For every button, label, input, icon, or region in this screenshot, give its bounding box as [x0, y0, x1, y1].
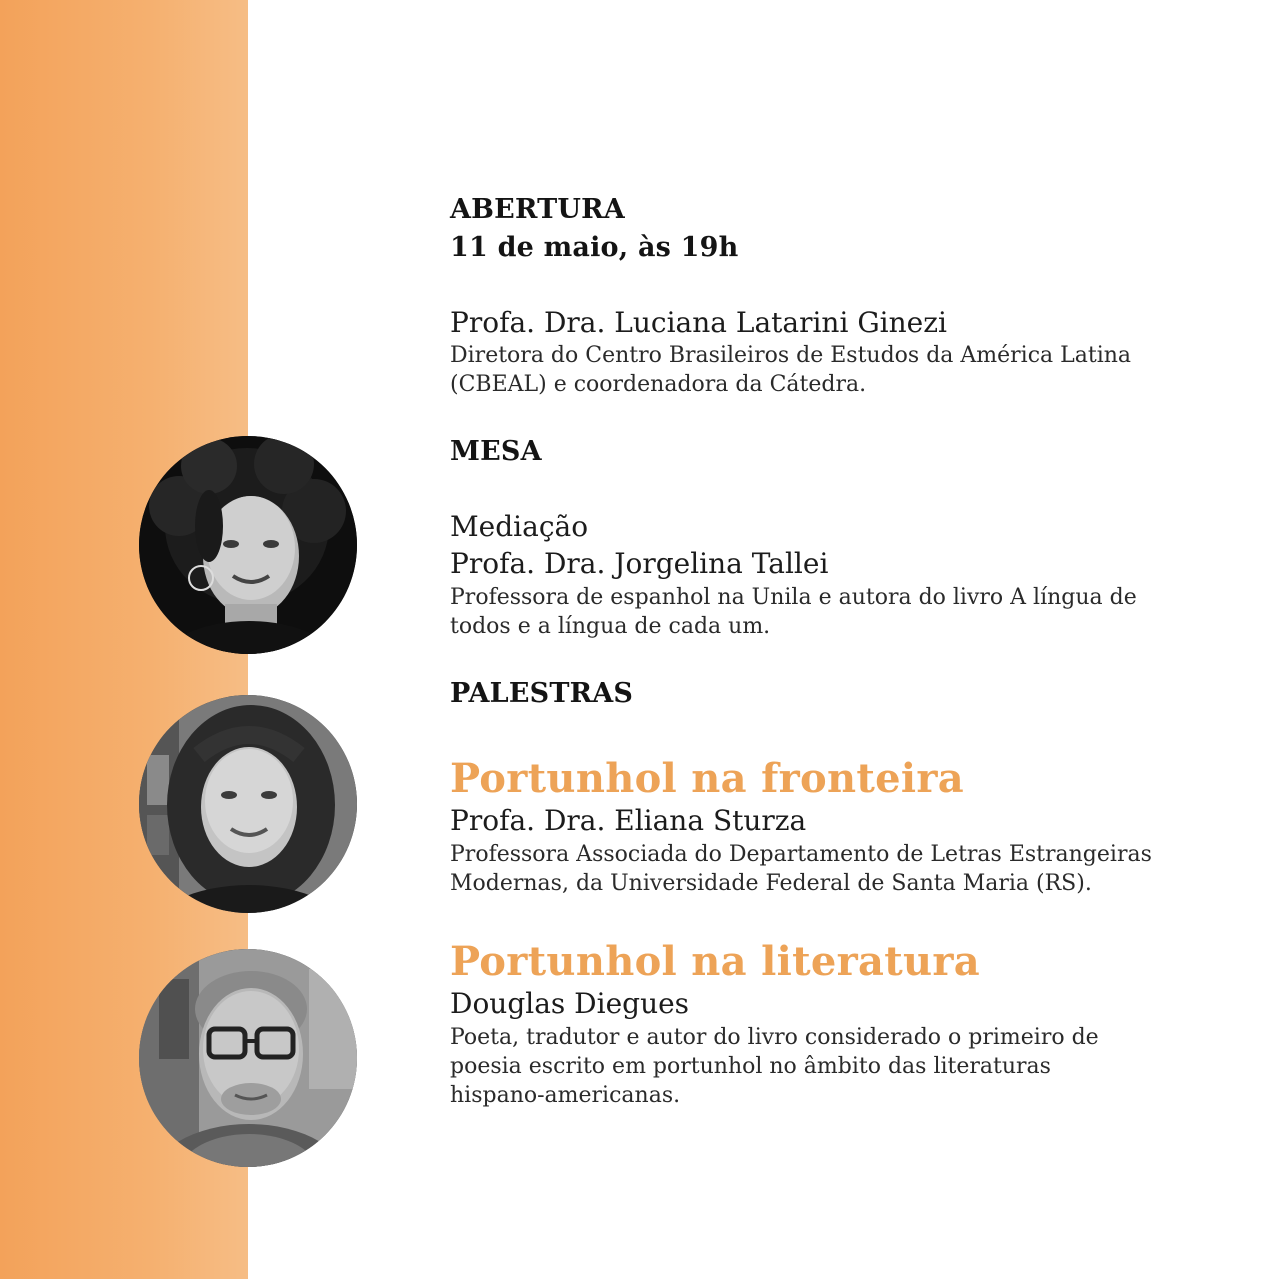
desc-line: (CBEAL) e coordenadora da Cátedra.: [450, 372, 867, 397]
desc-line: hispano-americanas.: [450, 1083, 681, 1108]
mesa-speaker-desc: [450, 583, 1210, 641]
desc-line: Professora de espanhol na Unila e autora do livro A língua de: [450, 585, 1137, 610]
desc-line: Professora Associada do Departamento de Letras Estrangeiras: [450, 842, 1152, 867]
talk-speaker-name-eliana: Profa. Dra. Eliana Sturza: [450, 804, 807, 837]
talk-title-fronteira: Portunhol na fronteira: [450, 755, 964, 802]
abertura-date: 11 de maio, às 19h: [450, 232, 739, 263]
desc-line: Poeta, tradutor e autor do livro considerado o primeiro de: [450, 1025, 1099, 1050]
mesa-heading: MESA: [450, 436, 542, 467]
desc-line: todos e a língua de cada um.: [450, 614, 771, 639]
speaker-photo-jorgelina: [139, 436, 357, 654]
desc-line: Diretora do Centro Brasileiros de Estudos da América Latina: [450, 343, 1132, 368]
talk-speaker-name-douglas: Douglas Diegues: [450, 987, 690, 1020]
abertura-speaker-desc: [450, 341, 1210, 399]
speaker-photo-eliana: [139, 695, 357, 913]
desc-line: poesia escrito em portunhol no âmbito das literaturas: [450, 1054, 1051, 1079]
mesa-role: Mediação: [450, 510, 589, 543]
talk-speaker-desc-douglas: [450, 1023, 1210, 1110]
abertura-speaker-name: Profa. Dra. Luciana Latarini Ginezi: [450, 306, 947, 339]
palestras-heading: PALESTRAS: [450, 678, 634, 709]
talk-title-literatura: Portunhol na literatura: [450, 938, 980, 985]
talk-speaker-desc-eliana: [450, 840, 1210, 898]
abertura-heading: ABERTURA: [450, 194, 625, 225]
desc-line: Modernas, da Universidade Federal de Santa Maria (RS).: [450, 871, 1092, 896]
speaker-photo-douglas: [139, 949, 357, 1167]
mesa-speaker-name: Profa. Dra. Jorgelina Tallei: [450, 547, 829, 580]
